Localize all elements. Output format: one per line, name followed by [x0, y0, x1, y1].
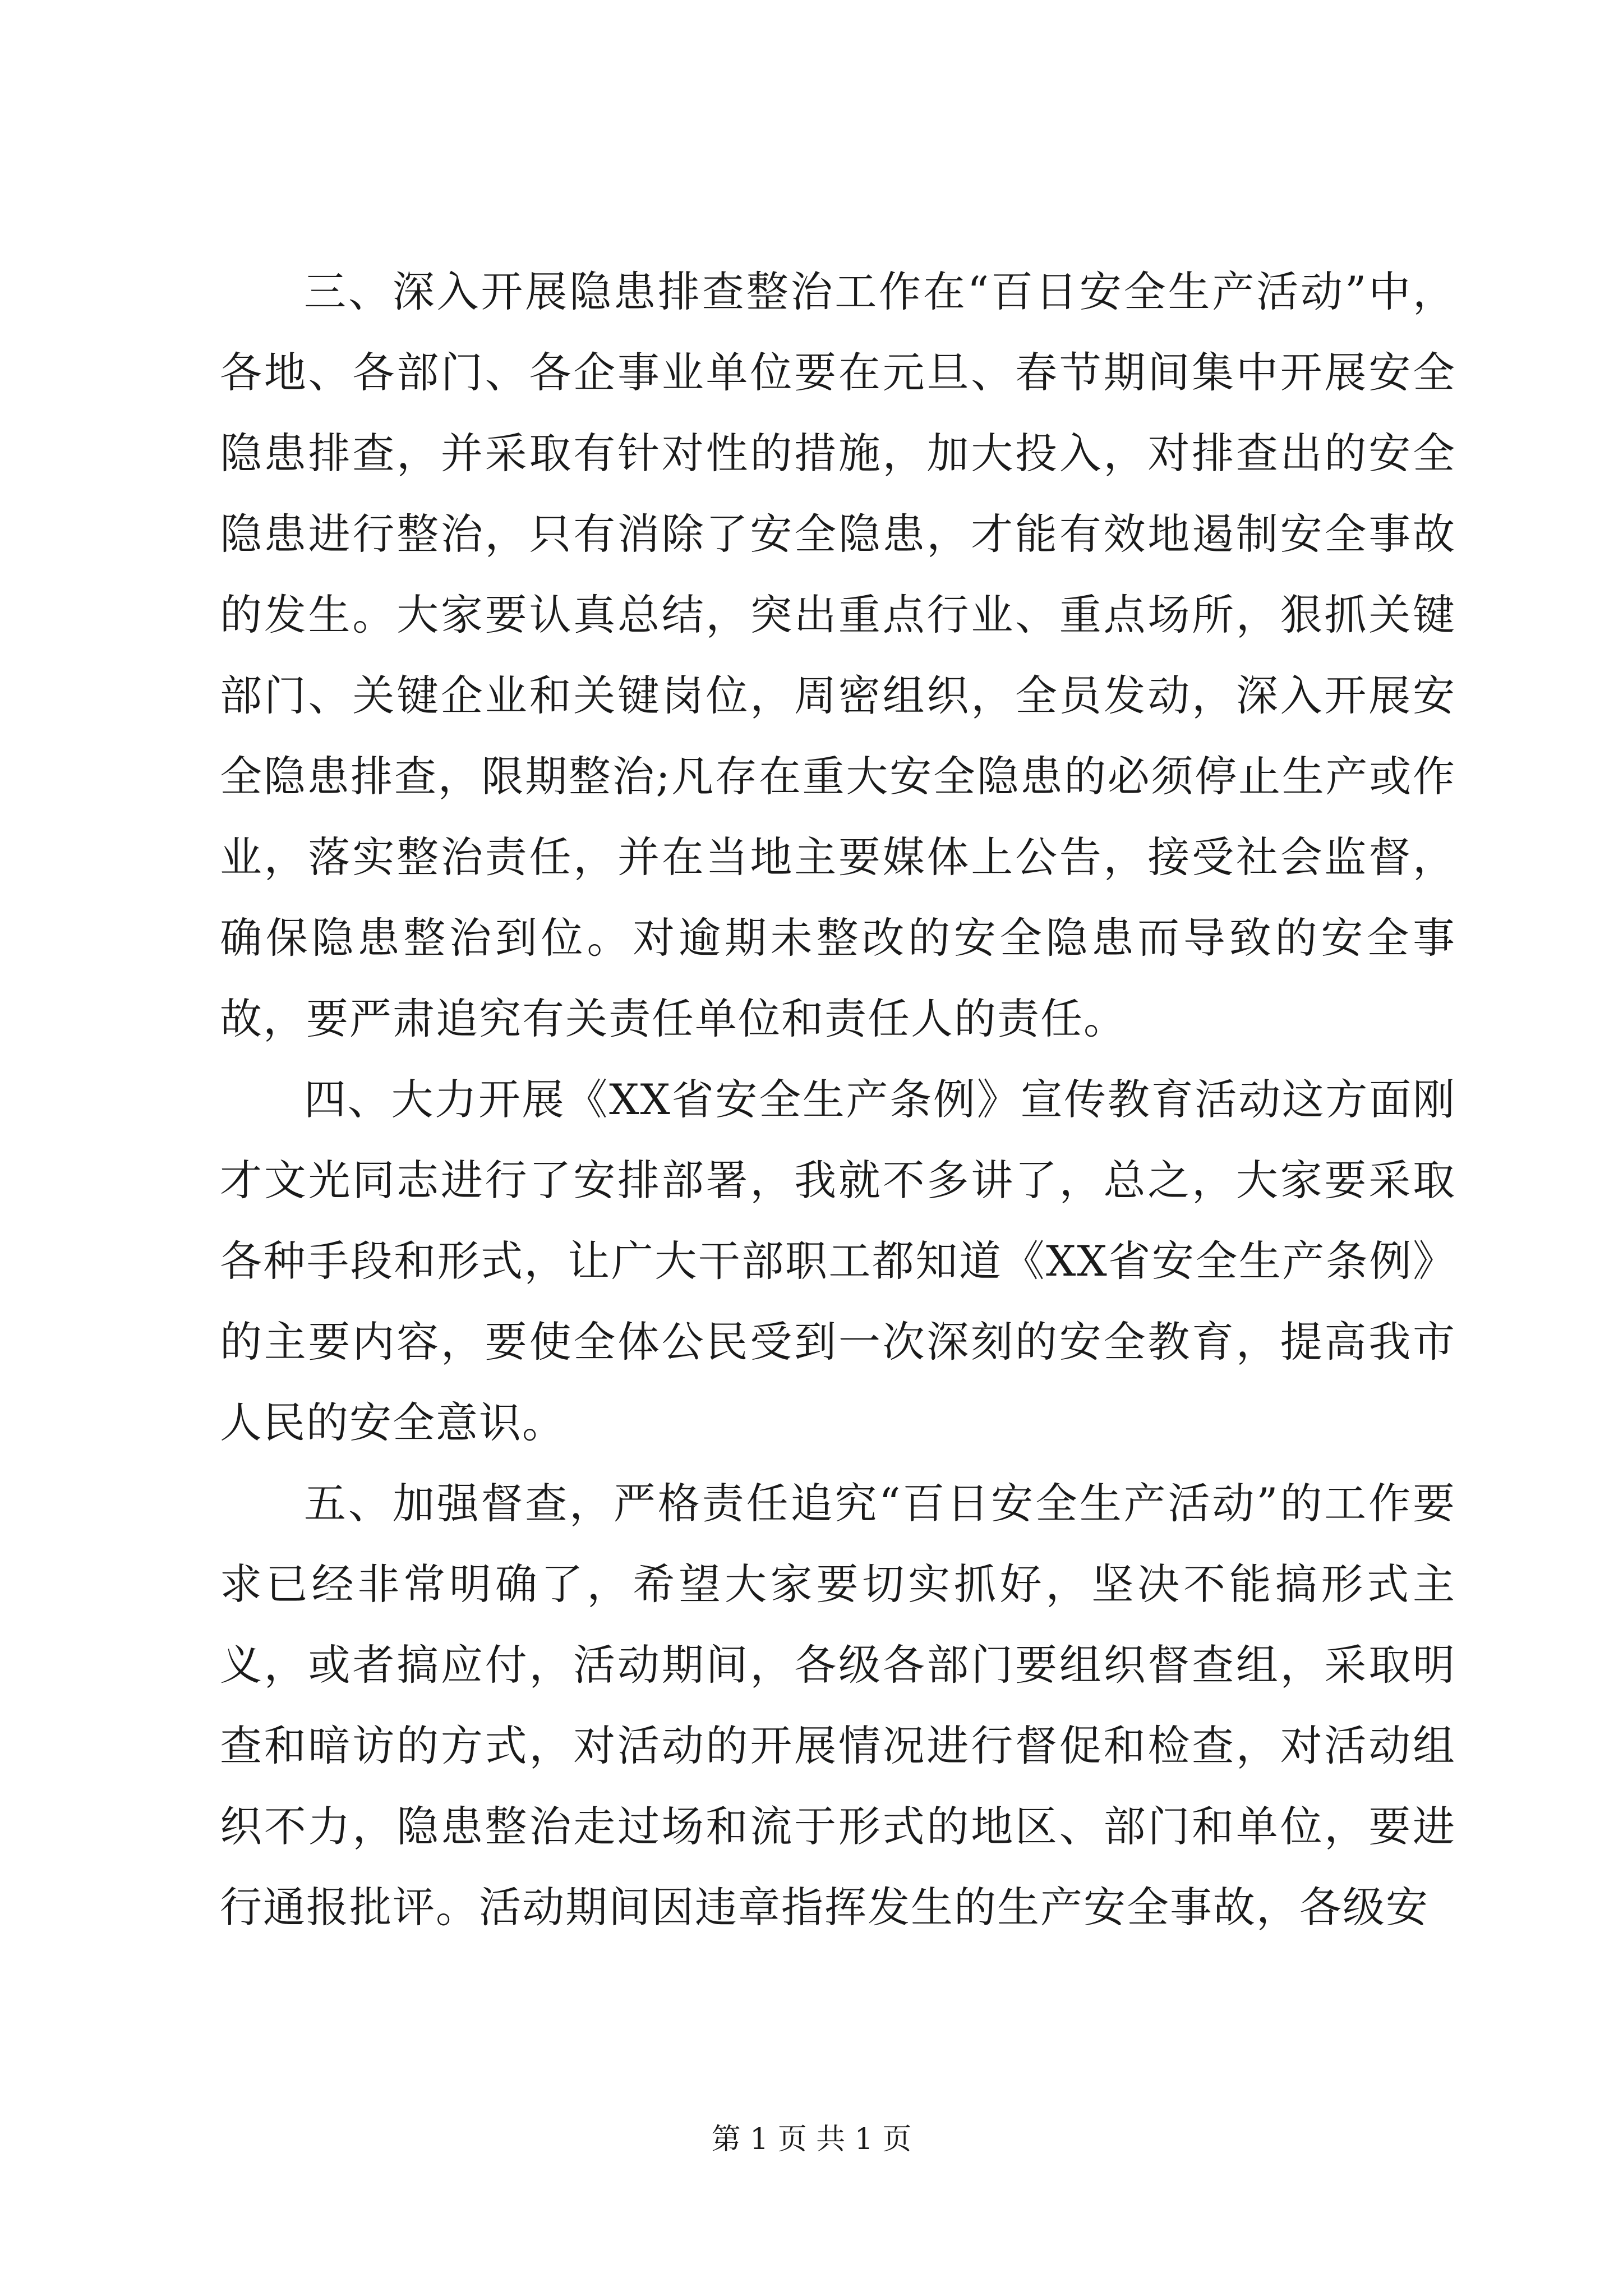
paragraph-section-3: 三、深入开展隐患排查整治工作在“百日安全生产活动”中，各地、各部门、各企事业单位要在元旦、春节期间集中开展安全隐患排查，并采取有针对性的措施，加大投入，对排查出的安全隐患进行整治，只有消除了安全隐患，才能有效地遏制安全事故的发生。大家要认真总结，突出重点行业、重点场所，狠抓关键部门、关键企业和关键岗位，周密组织，全员发动，深入开展安全隐患排查，限期整治;凡存在重大安全隐患的必须停止生产或作业，落实整治责任，并在当地主要媒体上公告，接受社会监督，确保隐患整治到位。对逾期未整改的安全隐患而导致的安全事故，要严肃追究有关责任单位和责任人的责任。	[220, 267, 1456, 1043]
paragraph-section-4: 四、大力开展《XX省安全生产条例》宣传教育活动这方面刚才文光同志进行了安排部署，我就不多讲了，总之，大家要采取各种手段和形式，让广大干部职工都知道《XX省安全生产条例》的主要内容，要使全体公民受到一次深刻的安全教育，提高我市人民的安全意识。	[220, 1075, 1456, 1447]
document-body	[220, 251, 1456, 1948]
paragraph-section-5: 五、加强督查，严格责任追究“百日安全生产活动”的工作要求已经非常明确了，希望大家要切实抓好，坚决不能搞形式主义，或者搞应付，活动期间，各级各部门要组织督查组，采取明查和暗访的方式，对活动的开展情况进行督促和检查，对活动组织不力，隐患整治走过场和流于形式的地区、部门和单位，要进行通报批评。活动期间因违章指挥发生的生产安全事故，各级安	[220, 1479, 1456, 1932]
page-footer: 第 1 页 共 1 页	[711, 2123, 912, 2156]
